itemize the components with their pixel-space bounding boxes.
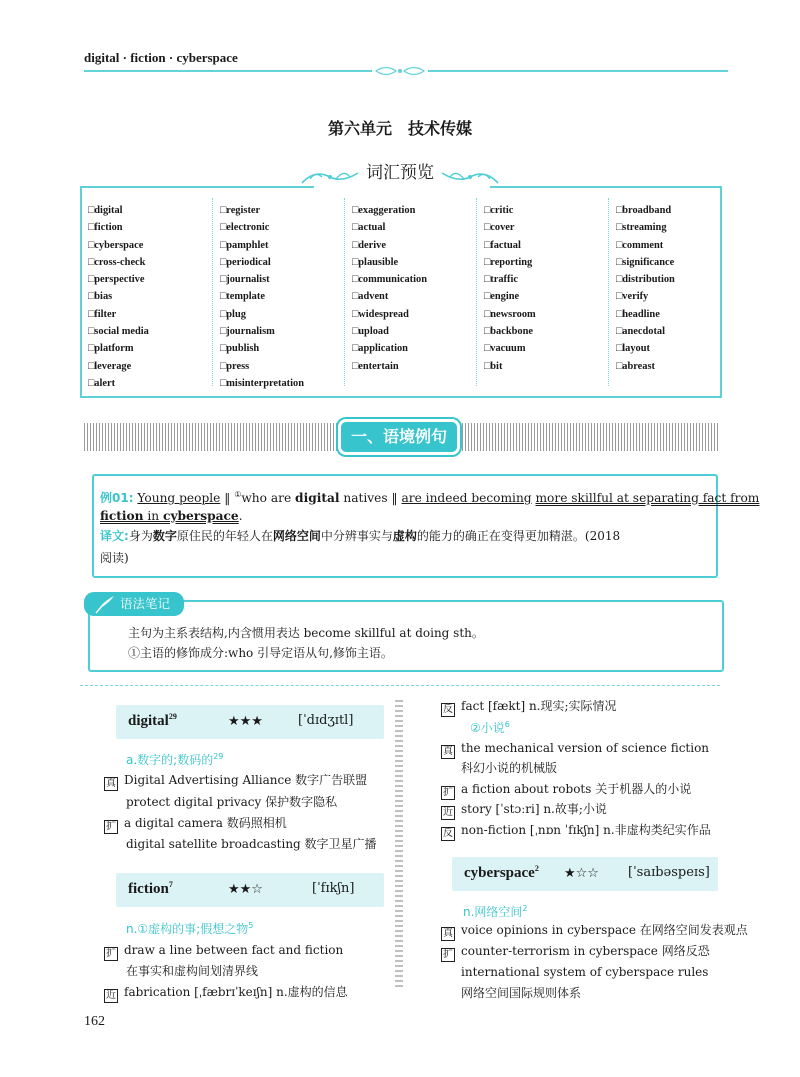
subject-phrase: Young people — [137, 491, 221, 506]
vocab-item[interactable]: □electronic — [220, 222, 270, 234]
vocab-item[interactable]: □entertain — [352, 360, 399, 372]
vocab-item[interactable]: □publish — [220, 343, 260, 355]
tag-zhen: 真 — [443, 746, 453, 757]
vocab-item[interactable]: □anecdotal — [616, 326, 665, 338]
vocab-item[interactable]: □backbone — [484, 326, 534, 338]
vocab-item[interactable]: □bit — [484, 360, 503, 372]
tag-jin: 近 — [443, 807, 453, 818]
unit-title — [0, 116, 800, 139]
phonetic: [ˈdɪdʒɪtl] — [298, 713, 354, 728]
vocab-item[interactable]: □distribution — [616, 274, 675, 286]
vocab-item[interactable]: □platform — [88, 343, 134, 355]
vocab-item[interactable]: □engine — [484, 291, 520, 303]
phonetic: [ˈfɪkʃn] — [312, 881, 355, 896]
vocab-column-5 — [616, 202, 746, 375]
vocab-item[interactable]: □plug — [220, 308, 246, 320]
vocab-item[interactable]: □headline — [616, 308, 660, 320]
tag-kuo: 扩 — [443, 787, 453, 798]
vocab-item[interactable]: □traffic — [484, 274, 518, 286]
vocab-item[interactable]: □cyberspace — [88, 239, 144, 251]
vocab-item[interactable]: □leverage — [88, 360, 132, 372]
vocab-column-4 — [484, 202, 614, 375]
vocab-item[interactable]: □cover — [484, 222, 515, 234]
vocab-item[interactable]: □upload — [352, 326, 389, 338]
unit-label: 第六单元 — [327, 119, 392, 138]
sense: n.①虚构的事;假想之物$^5$ — [126, 921, 254, 936]
tag-kuo: 扩 — [443, 949, 453, 960]
vocab-item[interactable]: □factual — [484, 239, 521, 251]
vocab-title: 词汇预览 — [366, 163, 434, 183]
example-line: 网络空间国际规则体系 — [461, 986, 582, 1000]
example-line: 反 fact [fækt] n.现实;实际情况 — [443, 699, 617, 715]
vocab-column-1 — [88, 202, 218, 392]
example-line: 扩 counter-terrorism in cyberspace 网络反恐 — [443, 944, 710, 960]
grammar-tab-label: 语法笔记 — [120, 596, 171, 611]
vocab-item[interactable]: □template — [220, 291, 265, 303]
column-divider — [476, 198, 477, 386]
example-line: 反 non-fiction [ˌnɒn ˈfɪkʃn] n.非虚构类纪实作品 — [443, 823, 711, 839]
vocab-item[interactable]: □layout — [616, 343, 650, 355]
vocab-item[interactable]: □bias — [88, 291, 113, 303]
example-line: 真 the mechanical version of science fiction — [443, 741, 710, 757]
grammar-line-1: 主句为主系表结构,内含惯用表达 become skillful at doing sth。 — [128, 626, 484, 640]
entry-header-fiction — [116, 873, 384, 907]
column-divider — [344, 198, 345, 386]
translation-label: 译文 — [100, 529, 125, 543]
sense: ②小说$^6$ — [470, 720, 510, 735]
vocab-item[interactable]: □widespread — [352, 308, 409, 320]
star-rating: ★★☆ — [228, 882, 263, 897]
vocab-item[interactable]: □vacuum — [484, 343, 526, 355]
grammar-tab — [84, 592, 184, 616]
example-line: 扩 draw a line between fact and fiction — [106, 943, 344, 959]
example-line: 扩 a fiction about robots 关于机器人的小说 — [443, 782, 692, 798]
phonetic: [ˈsaɪbəspeɪs] — [628, 865, 710, 880]
predicate-phrase: are indeed becoming — [401, 491, 532, 506]
vocab-item[interactable]: □journalist — [220, 274, 270, 286]
section-title: 一、语境例句 — [350, 427, 447, 446]
vocab-item[interactable]: □periodical — [220, 256, 271, 268]
vocab-item[interactable]: □cross-check — [88, 256, 146, 268]
example-sentence-line2: fiction in cyberspace. — [100, 509, 243, 523]
running-title: digital · fiction · cyberspace — [84, 50, 238, 65]
example-line: 在事实和虚构间划清界线 — [126, 964, 259, 978]
example-line: 真 Digital Advertising Alliance 数字广告联盟 — [106, 773, 368, 789]
example-label: 例01 — [100, 491, 129, 506]
vocab-item[interactable]: □newsroom — [484, 308, 536, 320]
example-line: 近 story [ˈstɔːri] n.故事;小说 — [443, 802, 607, 818]
vocab-item[interactable]: □alert — [88, 377, 116, 389]
example-sentence-line1: 例01: Young people ‖ ①who are digital natives ‖ are indeed becoming more skillful at separating fact from — [100, 490, 760, 506]
example-line: digital satellite broadcasting 数字卫星广播 — [126, 837, 377, 851]
keyword-fiction: fiction — [100, 509, 144, 523]
quill-icon — [94, 594, 116, 614]
vocab-item[interactable]: □communication — [352, 274, 427, 286]
vocab-box — [80, 186, 722, 398]
vocab-column-3 — [352, 202, 482, 375]
grammar-line-2: ①主语的修饰成分:who 引导定语从句,修饰主语。 — [128, 646, 393, 660]
column-divider — [212, 198, 213, 386]
tag-zhen: 真 — [106, 778, 116, 789]
star-rating: ★☆☆ — [564, 866, 599, 881]
keyword-digital: digital — [295, 491, 340, 506]
tag-kuo: 扩 — [106, 821, 116, 832]
example-line: 近 fabrication [ˌfæbrɪˈkeɪʃn] n.虚构的信息 — [106, 985, 348, 1001]
complement-phrase: more skillful at separating fact from — [535, 491, 760, 506]
vocab-item[interactable]: □verify — [616, 291, 649, 303]
vocab-item[interactable]: □press — [220, 360, 250, 372]
tag-jin: 近 — [106, 990, 116, 1001]
example-line: 科幻小说的机械版 — [461, 761, 558, 775]
vocab-item[interactable]: □perspective — [88, 274, 145, 286]
headword: digital$^{29}$ — [128, 712, 177, 729]
example-line: protect digital privacy 保护数字隐私 — [126, 795, 338, 809]
vocab-item[interactable]: □advent — [352, 291, 389, 303]
sense: n.网络空间$^2$ — [463, 904, 528, 919]
headword: fiction$^7$ — [128, 880, 173, 897]
vocab-item[interactable]: □actual — [352, 222, 386, 234]
entry-header-digital — [116, 705, 384, 739]
vocab-item[interactable]: □derive — [352, 239, 386, 251]
example-line: 扩 a digital camera 数码照相机 — [106, 816, 287, 832]
note-marker: ① — [234, 490, 242, 499]
section-divider — [80, 685, 720, 686]
vocab-item[interactable]: □register — [220, 205, 261, 216]
sense: a.数字的;数码的$^{29}$ — [126, 752, 224, 767]
vocab-item[interactable]: □comment — [616, 239, 664, 251]
vocab-item[interactable]: □fiction — [88, 222, 123, 234]
tag-fan: 反 — [443, 828, 453, 839]
tag-zhen: 真 — [443, 928, 453, 939]
unit-topic: 技术传媒 — [408, 119, 473, 138]
vocab-item[interactable]: □reporting — [484, 256, 533, 268]
vocab-column-2 — [220, 202, 350, 392]
tag-fan: 反 — [443, 704, 453, 715]
keyword-cyberspace: cyberspace — [163, 509, 239, 523]
column-divider — [608, 198, 609, 386]
vocab-item[interactable]: □critic — [484, 205, 514, 216]
vocab-item[interactable]: □pamphlet — [220, 239, 269, 251]
example-line: 真 voice opinions in cyberspace 在网络空间发表观点 — [443, 923, 748, 939]
vocab-item[interactable]: □exaggeration — [352, 205, 416, 216]
vocab-item[interactable]: □social media — [88, 326, 149, 338]
vocab-item[interactable]: □abreast — [616, 360, 655, 372]
vocab-item[interactable]: □misinterpretation — [220, 377, 305, 389]
page-number: 162 — [84, 1014, 105, 1029]
header-ornament-icon — [372, 64, 428, 78]
example-line: international system of cyberspace rules — [461, 965, 709, 979]
vocab-item[interactable]: □filter — [88, 308, 117, 320]
vocab-item[interactable]: □plausible — [352, 256, 399, 268]
star-rating: ★★★ — [228, 714, 263, 729]
example-translation: 译文:身为数字原住民的年轻人在网络空间中分辨事实与虚构的能力的确正在变得更加精湛。(2018 阅读) — [100, 529, 621, 565]
section-banner — [338, 419, 460, 455]
vocab-item[interactable]: □journalism — [220, 326, 275, 338]
vocab-item[interactable]: □broadband — [616, 205, 672, 216]
headword: cyberspace$^2$ — [464, 864, 539, 881]
entry-header-cyberspace — [452, 857, 718, 891]
vocab-item[interactable]: □streaming — [616, 222, 667, 234]
vocab-item[interactable]: □significance — [616, 256, 675, 268]
vocab-item[interactable]: □digital — [88, 205, 123, 216]
ornament-right-icon — [440, 165, 500, 187]
column-divider-vertical — [395, 700, 403, 990]
tag-kuo: 扩 — [106, 948, 116, 959]
vocab-item[interactable]: □application — [352, 343, 408, 355]
